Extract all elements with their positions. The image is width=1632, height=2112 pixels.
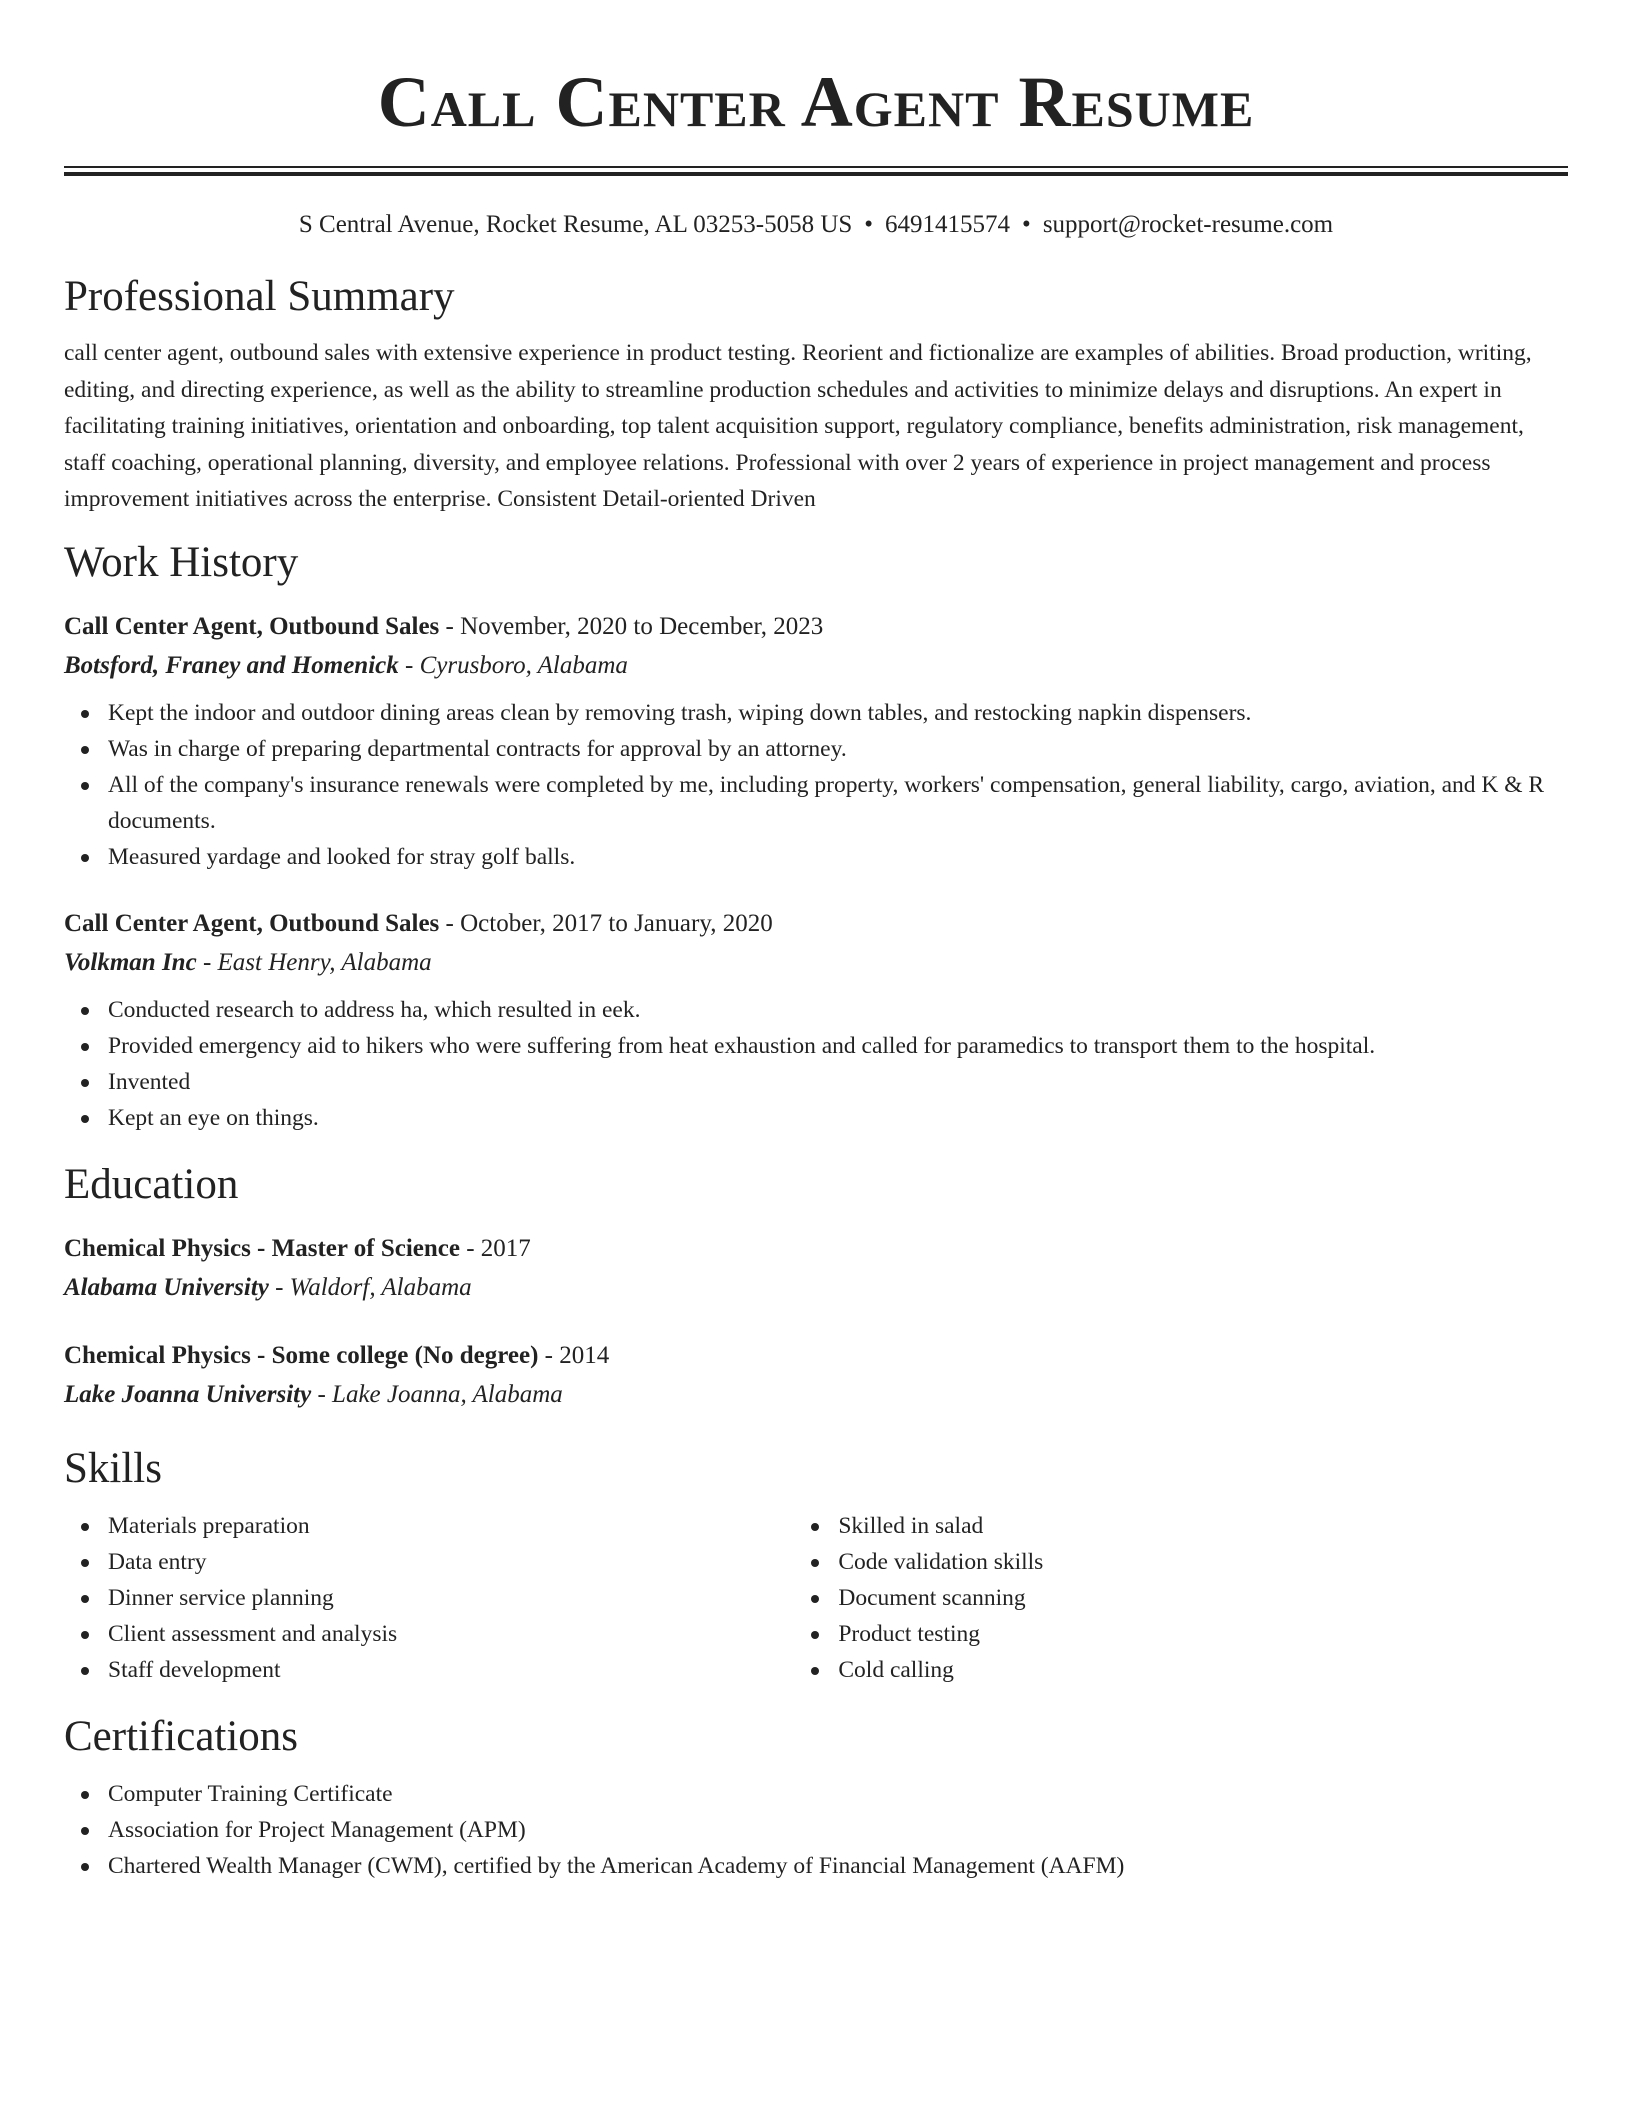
education-school-line — [64, 1273, 1568, 1303]
list-item: Measured yardage and looked for stray golf balls. — [108, 839, 1568, 875]
section-heading-summary: Professional Summary — [64, 273, 455, 320]
contact-line — [64, 210, 1568, 240]
list-item: All of the company's insurance renewals were completed by me, including property, workers' compensation, general liability, cargo, aviation, and K & R documents. — [108, 767, 1568, 839]
skills-columns — [64, 1508, 1568, 1688]
list-item: Code validation skills — [838, 1544, 1568, 1580]
contact-separator: • — [1022, 211, 1031, 238]
job-title: Call Center Agent, Outbound Sales — [64, 909, 440, 937]
list-item: Chartered Wealth Manager (CWM), certified by the American Academy of Financial Management (AAFM) — [108, 1848, 1568, 1884]
list-item: Product testing — [838, 1616, 1568, 1652]
list-item: Computer Training Certificate — [108, 1776, 1568, 1812]
education-header — [64, 1234, 1568, 1264]
education-degree: Chemical Physics - Master of Science — [64, 1234, 460, 1262]
job-location: - Cyrusboro, Alabama — [398, 651, 628, 679]
list-item: Cold calling — [838, 1652, 1568, 1688]
education-degree: Chemical Physics - Some college (No degree) — [64, 1341, 539, 1369]
list-item: Kept an eye on things. — [108, 1100, 1568, 1136]
education-header — [64, 1341, 1568, 1371]
job-entry — [64, 909, 1568, 1136]
education-school-line — [64, 1380, 1568, 1410]
skills-list-left — [64, 1508, 794, 1688]
contact-address: S Central Avenue, Rocket Resume, AL 03253-5058 US — [298, 211, 853, 238]
contact-separator: • — [864, 211, 874, 238]
job-bullets — [64, 992, 1568, 1136]
education-school: Alabama University — [64, 1273, 269, 1301]
job-header — [64, 612, 1568, 642]
certifications-list — [64, 1776, 1568, 1884]
job-employer-line — [64, 651, 1568, 681]
list-item: Document scanning — [838, 1580, 1568, 1616]
job-location: - East Henry, Alabama — [196, 948, 432, 976]
list-item: Kept the indoor and outdoor dining areas clean by removing trash, wiping down tables, and restocking napkin dispensers. — [108, 695, 1568, 731]
section-heading-certifications: Certifications — [64, 1712, 299, 1760]
title-divider — [64, 166, 1568, 176]
job-title: Call Center Agent, Outbound Sales — [64, 612, 440, 640]
section-heading-education: Education — [64, 1160, 239, 1208]
education-year: - 2017 — [459, 1234, 531, 1262]
job-dates: - November, 2020 to December, 2023 — [439, 612, 824, 640]
skills-list-right — [794, 1508, 1568, 1688]
list-item: Skilled in salad — [838, 1508, 1568, 1544]
education-location: - Lake Joanna, Alabama — [311, 1380, 563, 1408]
contact-phone: 6491415574 — [885, 211, 1011, 238]
section-heading-skills: Skills — [64, 1444, 162, 1492]
list-item: Staff development — [108, 1652, 794, 1688]
list-item: Dinner service planning — [108, 1580, 794, 1616]
job-entry — [64, 612, 1568, 875]
section-heading-work-history: Work History — [64, 538, 299, 586]
job-dates: - October, 2017 to January, 2020 — [439, 909, 773, 937]
list-item: Invented — [108, 1064, 1568, 1100]
education-school: Lake Joanna University — [64, 1380, 312, 1408]
list-item: Association for Project Management (APM) — [108, 1812, 1568, 1848]
list-item: Data entry — [108, 1544, 794, 1580]
education-location: - Waldorf, Alabama — [268, 1273, 472, 1301]
job-company: Volkman Inc — [64, 948, 197, 976]
education-entry — [64, 1234, 1568, 1303]
list-item: Provided emergency aid to hikers who were suffering from heat exhaustion and called for paramedics to transport them to the hospital. — [108, 1028, 1568, 1064]
job-bullets — [64, 695, 1568, 875]
job-company: Botsford, Franey and Homenick — [64, 651, 399, 679]
summary-text: call center agent, outbound sales with extensive experience in product testing. Reorient and fictionalize are examples of abilities. Broad production, writing, editing, and directing experience, as well as the ability to streamline production schedules and activities to minimize delays and disruptions. An expert in facilitating training initiatives, orientation and onboarding, top talent acquisition support, regulatory compliance, benefits administration, risk management, staff coaching, operational planning, diversity, and employee relations. Professional with over 2 years of experience in project management and process improvement initiatives across the enterprise. Consistent Detail-oriented Driven — [64, 340, 1532, 512]
education-entry — [64, 1341, 1568, 1410]
resume-page — [64, 0, 1568, 1884]
resume-title: Call Center Agent Resume — [377, 62, 1255, 142]
list-item: Client assessment and analysis — [108, 1616, 794, 1652]
job-employer-line — [64, 948, 1568, 978]
list-item: Materials preparation — [108, 1508, 794, 1544]
list-item: Conducted research to address ha, which resulted in eek. — [108, 992, 1568, 1028]
education-year: - 2014 — [538, 1341, 610, 1369]
contact-email: support@rocket-resume.com — [1042, 211, 1334, 238]
job-header — [64, 909, 1568, 939]
list-item: Was in charge of preparing departmental contracts for approval by an attorney. — [108, 731, 1568, 767]
